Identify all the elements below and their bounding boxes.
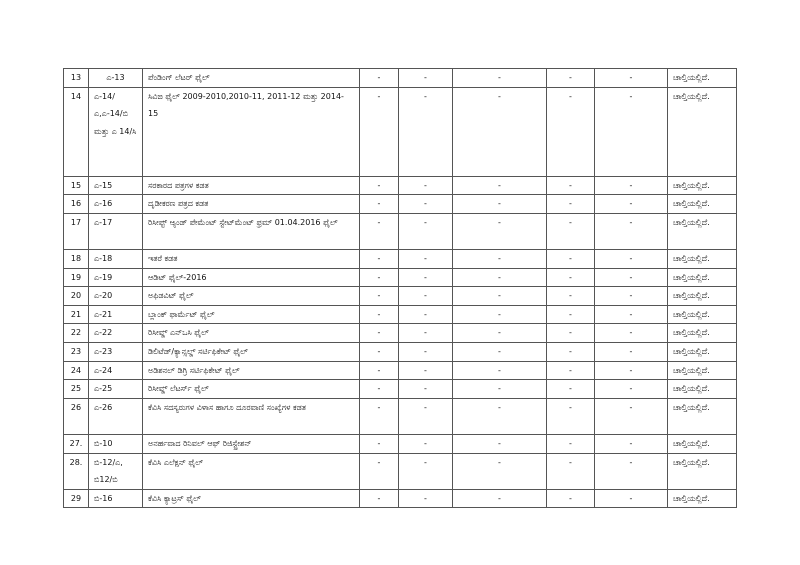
empty-value-cell: -: [453, 324, 547, 343]
empty-value-cell: -: [453, 69, 547, 88]
empty-value-cell: -: [453, 434, 547, 453]
row-number: 19: [64, 268, 89, 287]
empty-value-cell: -: [360, 380, 399, 399]
empty-value-cell: -: [595, 69, 668, 88]
file-description: ಬ್ಲಾಂಕ್ ಫಾರ್ಮೆಟ್ ಫೈಲ್: [143, 305, 360, 324]
empty-value-cell: -: [595, 453, 668, 489]
empty-value-cell: -: [360, 453, 399, 489]
empty-value-cell: -: [595, 398, 668, 434]
empty-value-cell: -: [399, 380, 453, 399]
empty-value-cell: -: [547, 176, 595, 195]
status-cell: ಚಾಲ್ತಿಯಲ್ಲಿದೆ.: [668, 453, 737, 489]
row-number: 13: [64, 69, 89, 88]
status-cell: ಚಾಲ್ತಿಯಲ್ಲಿದೆ.: [668, 434, 737, 453]
table-row: [64, 195, 737, 214]
empty-value-cell: -: [360, 305, 399, 324]
status-cell: ಚಾಲ್ತಿಯಲ್ಲಿದೆ.: [668, 287, 737, 306]
file-description: ಡಿಲಿಟೆಡ್/ಕ್ಯಾನ್ಸಲ್ಡ್ ಸರ್ಟಿಫಿಕೇಟ್ ಫೈಲ್: [143, 342, 360, 361]
empty-value-cell: -: [547, 361, 595, 380]
file-code: ಬಿ-12/ಎ, ಬಿ12/ಬಿ: [89, 453, 143, 489]
file-description: ರಿಸೀವ್ಡ್ ಎನ್‌ಒಸಿ ಫೈಲ್: [143, 324, 360, 343]
table-row: [64, 489, 737, 508]
empty-value-cell: -: [360, 213, 399, 249]
empty-value-cell: -: [399, 398, 453, 434]
empty-value-cell: -: [547, 453, 595, 489]
row-number: 15: [64, 176, 89, 195]
table-row: [64, 324, 737, 343]
empty-value-cell: -: [453, 287, 547, 306]
file-code: ಎ-23: [89, 342, 143, 361]
empty-value-cell: -: [399, 489, 453, 508]
empty-value-cell: -: [595, 87, 668, 176]
empty-value-cell: -: [595, 305, 668, 324]
empty-value-cell: -: [360, 361, 399, 380]
empty-value-cell: -: [360, 398, 399, 434]
status-cell: ಚಾಲ್ತಿಯಲ್ಲಿದೆ.: [668, 268, 737, 287]
table-row: [64, 453, 737, 489]
empty-value-cell: -: [399, 69, 453, 88]
empty-value-cell: -: [547, 324, 595, 343]
row-number: 29: [64, 489, 89, 508]
status-cell: ಚಾಲ್ತಿಯಲ್ಲಿದೆ.: [668, 176, 737, 195]
status-cell: ಚಾಲ್ತಿಯಲ್ಲಿದೆ.: [668, 213, 737, 249]
empty-value-cell: -: [399, 342, 453, 361]
file-code: ಎ-16: [89, 195, 143, 214]
row-number: 21: [64, 305, 89, 324]
empty-value-cell: -: [453, 268, 547, 287]
file-code: ಎ-21: [89, 305, 143, 324]
file-description: ರಿಸೀವ್ಡ್ ಲೆಟರ್ಸ್ ಫೈಲ್: [143, 380, 360, 399]
empty-value-cell: -: [547, 268, 595, 287]
empty-value-cell: -: [547, 434, 595, 453]
status-cell: ಚಾಲ್ತಿಯಲ್ಲಿದೆ.: [668, 249, 737, 268]
file-code: ಎ-25: [89, 380, 143, 399]
table-row: [64, 342, 737, 361]
empty-value-cell: -: [453, 380, 547, 399]
empty-value-cell: -: [547, 87, 595, 176]
empty-value-cell: -: [360, 249, 399, 268]
file-code: ಎ-14/ಎ,ಎ-14/ಬಿ ಮತ್ತು ಎ 14/ಸಿ: [89, 87, 143, 176]
empty-value-cell: -: [595, 176, 668, 195]
empty-value-cell: -: [547, 287, 595, 306]
empty-value-cell: -: [399, 453, 453, 489]
file-description: ಆಡಿಟ್ ಫೈಲ್-2016: [143, 268, 360, 287]
file-description: ಇತರೆ ಕಡತ: [143, 249, 360, 268]
empty-value-cell: -: [399, 176, 453, 195]
empty-value-cell: -: [547, 489, 595, 508]
status-cell: ಚಾಲ್ತಿಯಲ್ಲಿದೆ.: [668, 195, 737, 214]
empty-value-cell: -: [360, 324, 399, 343]
row-number: 17: [64, 213, 89, 249]
table-row: [64, 249, 737, 268]
table-row: [64, 434, 737, 453]
file-code: ಎ-13: [89, 69, 143, 88]
status-cell: ಚಾಲ್ತಿಯಲ್ಲಿದೆ.: [668, 69, 737, 88]
empty-value-cell: -: [360, 489, 399, 508]
empty-value-cell: -: [360, 287, 399, 306]
file-code: ಎ-22: [89, 324, 143, 343]
status-cell: ಚಾಲ್ತಿಯಲ್ಲಿದೆ.: [668, 380, 737, 399]
empty-value-cell: -: [453, 87, 547, 176]
empty-value-cell: -: [595, 268, 668, 287]
status-cell: ಚಾಲ್ತಿಯಲ್ಲಿದೆ.: [668, 398, 737, 434]
status-cell: ಚಾಲ್ತಿಯಲ್ಲಿದೆ.: [668, 87, 737, 176]
records-table-body: [64, 69, 737, 508]
empty-value-cell: -: [453, 249, 547, 268]
empty-value-cell: -: [547, 195, 595, 214]
empty-value-cell: -: [399, 305, 453, 324]
empty-value-cell: -: [360, 268, 399, 287]
empty-value-cell: -: [595, 213, 668, 249]
empty-value-cell: -: [453, 361, 547, 380]
table-row: [64, 87, 737, 176]
file-description: ಕೆವಿಸಿ ಸದಸ್ಯರುಗಳ ವಿಳಾಸ ಹಾಗೂ ದೂರವಾಣಿ ಸಂಖ್ಯೆಗಳ ಕಡತ: [143, 398, 360, 434]
empty-value-cell: -: [399, 324, 453, 343]
empty-value-cell: -: [360, 342, 399, 361]
empty-value-cell: -: [595, 342, 668, 361]
empty-value-cell: -: [399, 268, 453, 287]
empty-value-cell: -: [399, 87, 453, 176]
empty-value-cell: -: [595, 324, 668, 343]
row-number: 25: [64, 380, 89, 399]
empty-value-cell: -: [360, 176, 399, 195]
file-code: ಎ-26: [89, 398, 143, 434]
row-number: 22: [64, 324, 89, 343]
file-description: ರಿಸೀಪ್ಟ್ ಆ್ಯಂಡ್ ಪೇಮೆಂಟ್ ಸ್ಟೇಟ್‌ಮೆಂಟ್ ಫ್ರಮ್ 01.04.2016 ಫೈಲ್: [143, 213, 360, 249]
empty-value-cell: -: [453, 342, 547, 361]
empty-value-cell: -: [399, 361, 453, 380]
file-code: ಎ-17: [89, 213, 143, 249]
empty-value-cell: -: [453, 213, 547, 249]
table-row: [64, 268, 737, 287]
row-number: 18: [64, 249, 89, 268]
row-number: 24: [64, 361, 89, 380]
empty-value-cell: -: [595, 249, 668, 268]
status-cell: ಚಾಲ್ತಿಯಲ್ಲಿದೆ.: [668, 489, 737, 508]
status-cell: ಚಾಲ್ತಿಯಲ್ಲಿದೆ.: [668, 324, 737, 343]
row-number: 26: [64, 398, 89, 434]
file-code: ಎ-24: [89, 361, 143, 380]
status-cell: ಚಾಲ್ತಿಯಲ್ಲಿದೆ.: [668, 361, 737, 380]
file-description: ಪೆಂಡಿಂಗ್ ಲೆಟರ್ ಫೈಲ್: [143, 69, 360, 88]
status-cell: ಚಾಲ್ತಿಯಲ್ಲಿದೆ.: [668, 342, 737, 361]
empty-value-cell: -: [453, 195, 547, 214]
file-description: ಕೆವಿಸಿ ಎಲೆಕ್ಷನ್ ಫೈಲ್: [143, 453, 360, 489]
empty-value-cell: -: [453, 489, 547, 508]
row-number: 20: [64, 287, 89, 306]
table-row: [64, 361, 737, 380]
records-table: [63, 68, 737, 508]
table-row: [64, 213, 737, 249]
empty-value-cell: -: [595, 195, 668, 214]
row-number: 16: [64, 195, 89, 214]
empty-value-cell: -: [595, 489, 668, 508]
empty-value-cell: -: [360, 69, 399, 88]
table-row: [64, 380, 737, 399]
empty-value-cell: -: [453, 398, 547, 434]
empty-value-cell: -: [595, 434, 668, 453]
file-description: ಅನರ್ಹವಾದ ರಿನಿವಲ್ ಆಫ್ ರಿಜಿಸ್ಟ್ರೇಶನ್: [143, 434, 360, 453]
row-number: 27.: [64, 434, 89, 453]
table-row: [64, 305, 737, 324]
empty-value-cell: -: [547, 380, 595, 399]
table-row: [64, 287, 737, 306]
table-row: [64, 69, 737, 88]
row-number: 23: [64, 342, 89, 361]
empty-value-cell: -: [547, 213, 595, 249]
file-description: ಕೆವಿಸಿ ಕ್ಯಾಟ್ರಸ್ ಫೈಲ್: [143, 489, 360, 508]
empty-value-cell: -: [595, 287, 668, 306]
file-code: ಎ-15: [89, 176, 143, 195]
file-description: ಅಡಿಶನಲ್ ಡಿಗ್ರಿ ಸರ್ಟಿಫಿಕೇಟ್ ಫೈಲ್: [143, 361, 360, 380]
empty-value-cell: -: [453, 305, 547, 324]
file-description: ದೃಡೀಕರಣ ಪತ್ರದ ಕಡತ: [143, 195, 360, 214]
empty-value-cell: -: [453, 176, 547, 195]
empty-value-cell: -: [399, 287, 453, 306]
file-code: ಬಿ-10: [89, 434, 143, 453]
empty-value-cell: -: [360, 195, 399, 214]
file-code: ಬಿ-16: [89, 489, 143, 508]
empty-value-cell: -: [595, 361, 668, 380]
empty-value-cell: -: [595, 380, 668, 399]
empty-value-cell: -: [547, 342, 595, 361]
empty-value-cell: -: [547, 69, 595, 88]
empty-value-cell: -: [547, 305, 595, 324]
file-description: ಸರಕಾರದ ಪತ್ರಗಳ ಕಡತ: [143, 176, 360, 195]
empty-value-cell: -: [547, 398, 595, 434]
empty-value-cell: -: [399, 434, 453, 453]
file-code: ಎ-18: [89, 249, 143, 268]
table-row: [64, 176, 737, 195]
empty-value-cell: -: [547, 249, 595, 268]
file-description: ಅಫಿಡವಿಟ್ ಫೈಲ್: [143, 287, 360, 306]
status-cell: ಚಾಲ್ತಿಯಲ್ಲಿದೆ.: [668, 305, 737, 324]
table-row: [64, 398, 737, 434]
empty-value-cell: -: [360, 87, 399, 176]
file-description: ಸಿವಿಙ ಫೈಲ್ 2009-2010,2010-11, 2011-12 ಮತ್ತು 2014-15: [143, 87, 360, 176]
file-code: ಎ-20: [89, 287, 143, 306]
empty-value-cell: -: [453, 453, 547, 489]
empty-value-cell: -: [399, 213, 453, 249]
empty-value-cell: -: [399, 195, 453, 214]
file-code: ಎ-19: [89, 268, 143, 287]
empty-value-cell: -: [399, 249, 453, 268]
row-number: 14: [64, 87, 89, 176]
empty-value-cell: -: [360, 434, 399, 453]
row-number: 28.: [64, 453, 89, 489]
